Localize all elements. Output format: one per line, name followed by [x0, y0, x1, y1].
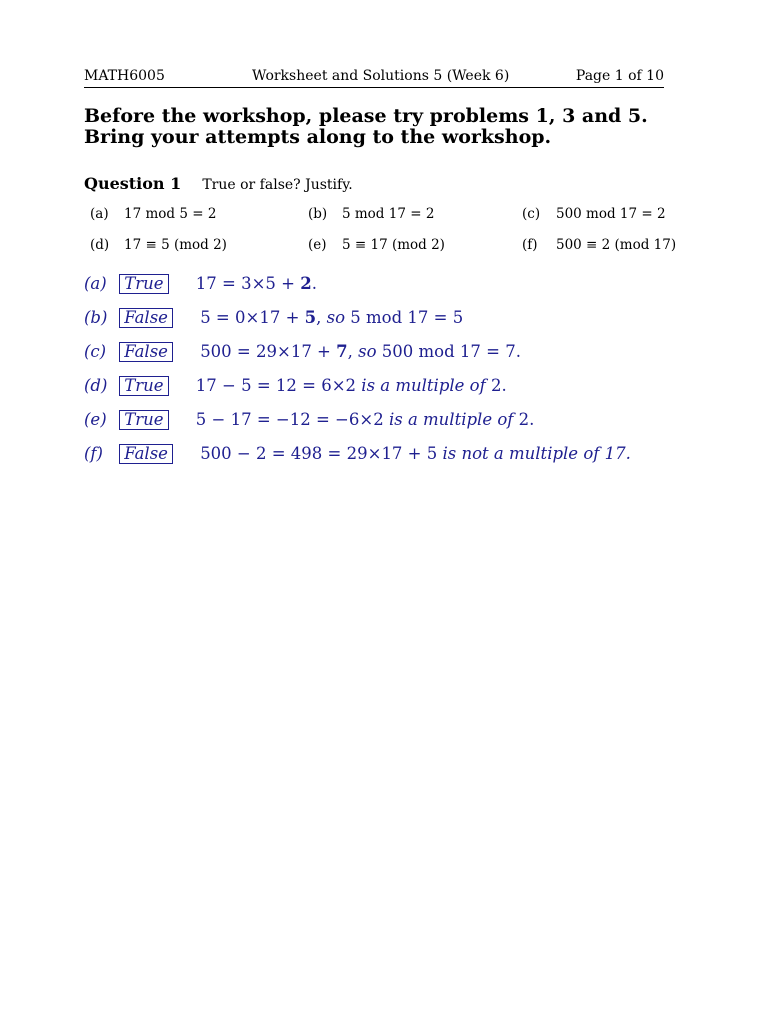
equation-result: 500 mod 17 = 7. — [376, 342, 521, 361]
question-part — [516, 237, 676, 253]
solution-equation — [196, 410, 535, 429]
solution-letter: (e) — [84, 410, 107, 429]
solution-equation — [196, 274, 317, 293]
part-text: 5 ≡ 17 (mod 2) — [342, 237, 445, 253]
question-label: Question 1 — [84, 174, 182, 193]
solution-equation — [200, 444, 631, 463]
verdict-box: True — [119, 410, 168, 430]
verdict-box: False — [119, 308, 173, 328]
question-part — [302, 237, 445, 253]
page-number: Page 1 of 10 — [575, 68, 664, 84]
equation-tail: , — [316, 308, 327, 327]
equation-text: 17 − 5 = 12 = 6×2 — [195, 376, 362, 395]
part-tag: (e) — [308, 237, 327, 253]
part-text: 5 mod 17 = 2 — [342, 206, 435, 222]
intro-instructions: Before the workshop, please try problems 1, 3 and 5. Bring your attempts along to the workshop. — [84, 105, 648, 148]
equation-result: 5 mod 17 = 5 — [345, 308, 464, 327]
part-tag: (c) — [522, 206, 541, 222]
equation-note: so — [326, 308, 346, 327]
remainder: 2 — [300, 274, 312, 293]
question-prompt: True or false? Justify. — [202, 177, 353, 193]
equation-note: so — [358, 342, 377, 361]
remainder: 7 — [336, 342, 348, 361]
question-heading — [84, 174, 353, 193]
part-text: 17 mod 5 = 2 — [124, 206, 217, 222]
part-tag: (a) — [90, 206, 109, 222]
solution-line — [84, 273, 317, 295]
solution-letter: (c) — [84, 342, 107, 361]
solution-letter: (a) — [84, 274, 107, 293]
solution-equation — [196, 376, 507, 395]
solution-equation — [200, 308, 463, 327]
equation-text: 17 = 3×5 + — [195, 274, 301, 293]
worksheet-title: Worksheet and Solutions 5 (Week 6) — [252, 68, 510, 84]
course-code: MATH6005 — [84, 68, 165, 84]
equation-tail: , — [347, 342, 359, 361]
equation-result: 2. — [485, 376, 507, 395]
solution-line — [84, 307, 463, 329]
equation-note: is not a multiple of 17. — [442, 444, 631, 463]
part-tag: (f) — [522, 237, 538, 253]
equation-text: 5 = 0×17 + — [200, 308, 305, 327]
equation-note: is a multiple of — [361, 376, 486, 395]
solution-line — [84, 443, 631, 465]
part-tag: (b) — [308, 206, 328, 222]
question-part — [84, 206, 216, 222]
solution-line — [84, 341, 521, 363]
part-text: 17 ≡ 5 (mod 2) — [124, 237, 227, 253]
question-part — [516, 206, 666, 222]
part-text: 500 ≡ 2 (mod 17) — [556, 237, 677, 253]
solution-letter: (b) — [84, 308, 108, 327]
verdict-box: True — [119, 274, 168, 294]
solution-letter: (d) — [84, 376, 108, 395]
equation-note: is a multiple of — [388, 410, 514, 429]
part-text: 500 mod 17 = 2 — [556, 206, 666, 222]
remainder: 5 — [304, 308, 317, 327]
equation-result: 2. — [513, 410, 535, 429]
equation-text: 500 = 29×17 + — [200, 342, 337, 361]
solution-letter: (f) — [84, 444, 103, 463]
page-header — [84, 68, 664, 88]
part-tag: (d) — [90, 237, 110, 253]
equation-text: 5 − 17 = −12 = −6×2 — [195, 410, 389, 429]
question-part — [84, 237, 227, 253]
verdict-box: False — [119, 342, 173, 362]
solution-line — [84, 409, 534, 431]
question-part — [302, 206, 434, 222]
verdict-box: True — [119, 376, 168, 396]
solution-equation — [200, 342, 521, 361]
solution-line — [84, 375, 507, 397]
verdict-box: False — [119, 444, 173, 464]
equation-text: 500 − 2 = 498 = 29×17 + 5 — [200, 444, 443, 463]
equation-tail: . — [311, 274, 317, 293]
